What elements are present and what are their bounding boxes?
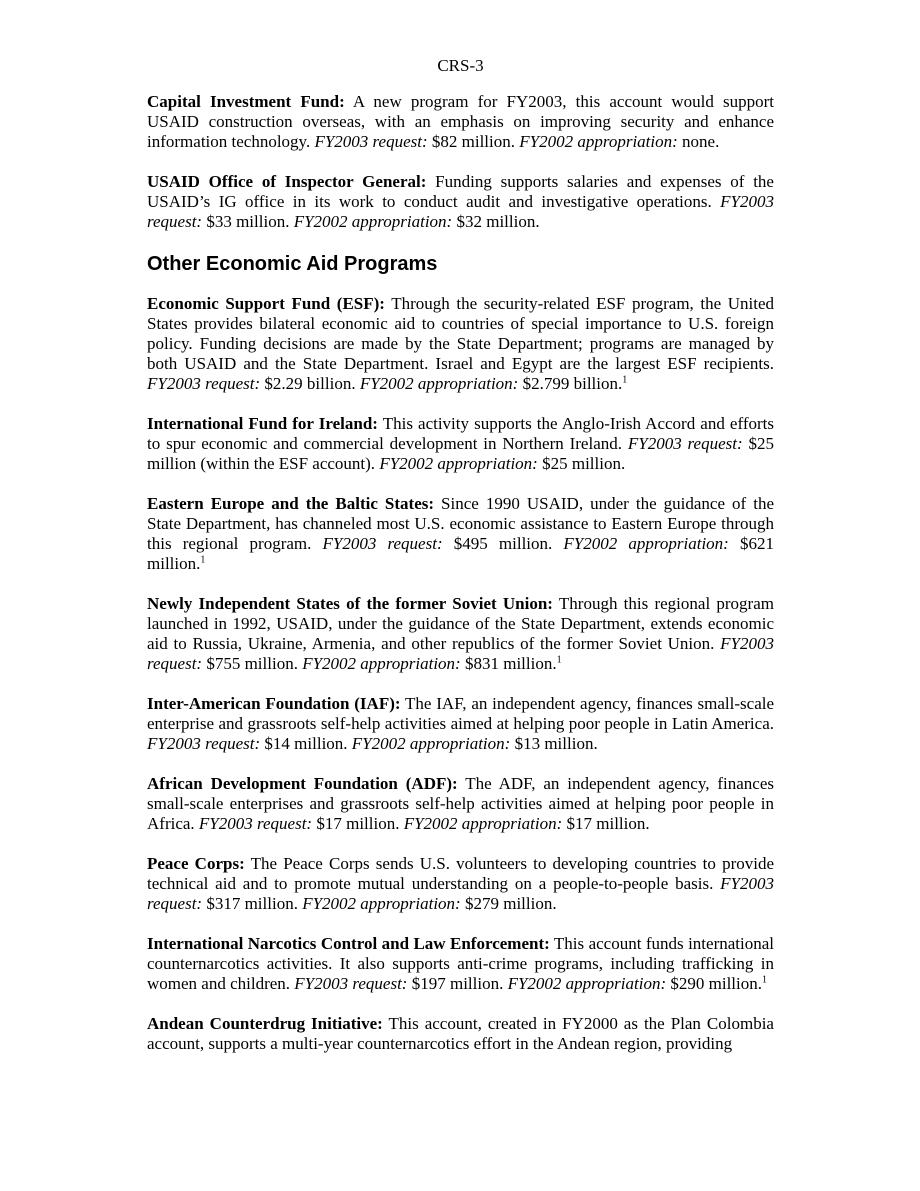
- program-description: This account, created in FY2000 as the Plan Colombia account, supports a multi-year counternarcotics effort in the Andean region, providing: [147, 1014, 774, 1053]
- appropriation-label: FY2002 appropriation:: [302, 894, 461, 913]
- program-title: Capital Investment Fund:: [147, 92, 345, 111]
- request-amount: $82 million.: [427, 132, 520, 151]
- program-title: Eastern Europe and the Baltic States:: [147, 494, 435, 513]
- request-amount: $755 million.: [202, 654, 303, 673]
- program-description: Through this regional program launched in 1992, USAID, under the guidance of the State Department, extends economic aid to Russia, Ukraine, Armenia, and other republics of the former Soviet Union.: [147, 594, 774, 653]
- request-amount: $33 million.: [202, 212, 294, 231]
- program-description: The IAF, an independent agency, finances small-scale enterprise and grassroots self-help activities aimed at helping poor people in Latin America.: [147, 694, 775, 733]
- request-label: FY2003 request:: [147, 874, 774, 913]
- paragraph-eastern-europe-baltic-states: [147, 494, 774, 574]
- appropriation-label: FY2002 appropriation:: [563, 534, 729, 553]
- appropriation-amount: $17 million.: [562, 814, 650, 833]
- appropriation-label: FY2002 appropriation:: [379, 454, 538, 473]
- paragraph-international-narcotics-control: [147, 934, 774, 994]
- request-amount: $14 million.: [260, 734, 352, 753]
- appropriation-label: FY2002 appropriation:: [302, 654, 461, 673]
- appropriation-label: FY2002 appropriation:: [519, 132, 678, 151]
- paragraph-economic-support-fund: [147, 294, 774, 394]
- program-description: Funding supports salaries and expenses of the USAID’s IG office in its work to conduct audit and investigative operations.: [147, 172, 774, 211]
- footnote-marker: 1: [556, 654, 562, 666]
- program-description: Through the security-related ESF program, the United States provides bilateral economic aid to countries of special importance to U.S. foreign policy. Funding decisions are made by the State Department; programs are managed by both USAID and the State Department. Israel and Egypt are the largest ESF recipients.: [147, 294, 775, 373]
- program-title: Inter-American Foundation (IAF):: [147, 694, 401, 713]
- program-description: A new program for FY2003, this account would support USAID construction overseas, with an emphasis on improving security and enhance information technology.: [147, 92, 774, 151]
- appropriation-amount: $831 million.: [460, 654, 557, 673]
- program-description: Since 1990 USAID, under the guidance of the State Department, has channeled most U.S. economic assistance to Eastern Europe through this regional program.: [147, 494, 774, 553]
- program-title: USAID Office of Inspector General:: [147, 172, 427, 191]
- appropriation-amount: $25 million.: [537, 454, 626, 473]
- request-label: FY2003 request:: [147, 634, 774, 673]
- appropriation-amount: none.: [677, 132, 720, 151]
- document-page: [147, 56, 774, 1074]
- paragraph-african-development-foundation: [147, 774, 774, 834]
- request-label: FY2003 request:: [322, 534, 443, 553]
- paragraph-andean-counterdrug-initiative: [147, 1014, 774, 1054]
- request-amount: $317 million.: [202, 894, 303, 913]
- paragraph-capital-investment-fund: [147, 92, 774, 152]
- program-title: African Development Foundation (ADF):: [147, 774, 458, 793]
- request-amount: $2.29 billion.: [260, 374, 360, 393]
- paragraph-inter-american-foundation: [147, 694, 774, 754]
- program-title: Economic Support Fund (ESF):: [147, 294, 385, 313]
- footnote-marker: 1: [762, 974, 767, 986]
- program-description: The Peace Corps sends U.S. volunteers to developing countries to provide technical aid and to promote mutual understanding on a people-to-people basis.: [147, 854, 774, 893]
- footnote-marker: 1: [200, 554, 206, 566]
- request-label: FY2003 request:: [147, 374, 261, 393]
- request-amount: $25 million (within the ESF account).: [147, 434, 774, 473]
- appropriation-amount: $32 million.: [452, 212, 540, 231]
- appropriation-label: FY2002 appropriation:: [507, 974, 667, 993]
- request-label: FY2003 request:: [314, 132, 428, 151]
- appropriation-label: FY2002 appropriation:: [351, 734, 511, 753]
- paragraph-newly-independent-states: [147, 594, 774, 674]
- appropriation-amount: $621 million.: [147, 534, 774, 573]
- request-amount: $495 million.: [442, 534, 564, 553]
- appropriation-label: FY2002 appropriation:: [293, 212, 453, 231]
- request-label: FY2003 request:: [294, 974, 408, 993]
- program-description: This account funds international counternarcotics activities. It also supports anti-crime programs, including trafficking in women and children.: [147, 934, 774, 993]
- program-title: Andean Counterdrug Initiative:: [147, 1014, 383, 1033]
- program-title: Peace Corps:: [147, 854, 245, 873]
- request-label: FY2003 request:: [627, 434, 743, 453]
- appropriation-label: FY2002 appropriation:: [403, 814, 563, 833]
- footnote-marker: 1: [622, 374, 628, 386]
- program-title: International Fund for Ireland:: [147, 414, 378, 433]
- paragraph-usaid-inspector-general: [147, 172, 774, 232]
- paragraph-international-fund-for-ireland: [147, 414, 774, 474]
- appropriation-amount: $279 million.: [460, 894, 557, 913]
- request-amount: $197 million.: [407, 974, 508, 993]
- program-title: International Narcotics Control and Law Enforcement:: [147, 934, 550, 953]
- request-label: FY2003 request:: [147, 192, 774, 231]
- appropriation-amount: $2.799 billion.: [518, 374, 623, 393]
- program-description: This activity supports the Anglo-Irish Accord and efforts to spur economic and commercial development in Northern Ireland.: [147, 414, 774, 453]
- request-label: FY2003 request:: [147, 734, 261, 753]
- appropriation-amount: $13 million.: [510, 734, 598, 753]
- appropriation-label: FY2002 appropriation:: [359, 374, 519, 393]
- section-heading: Other Economic Aid Programs: [147, 253, 438, 275]
- appropriation-amount: $290 million.: [666, 974, 762, 993]
- paragraph-peace-corps: [147, 854, 774, 914]
- program-title: Newly Independent States of the former Soviet Union:: [147, 594, 553, 613]
- request-amount: $17 million.: [312, 814, 404, 833]
- request-label: FY2003 request:: [198, 814, 313, 833]
- page-number: CRS-3: [437, 56, 484, 75]
- program-description: The ADF, an independent agency, finances small-scale enterprises and grassroots self-help activities aimed at helping poor people in Africa.: [147, 774, 774, 833]
